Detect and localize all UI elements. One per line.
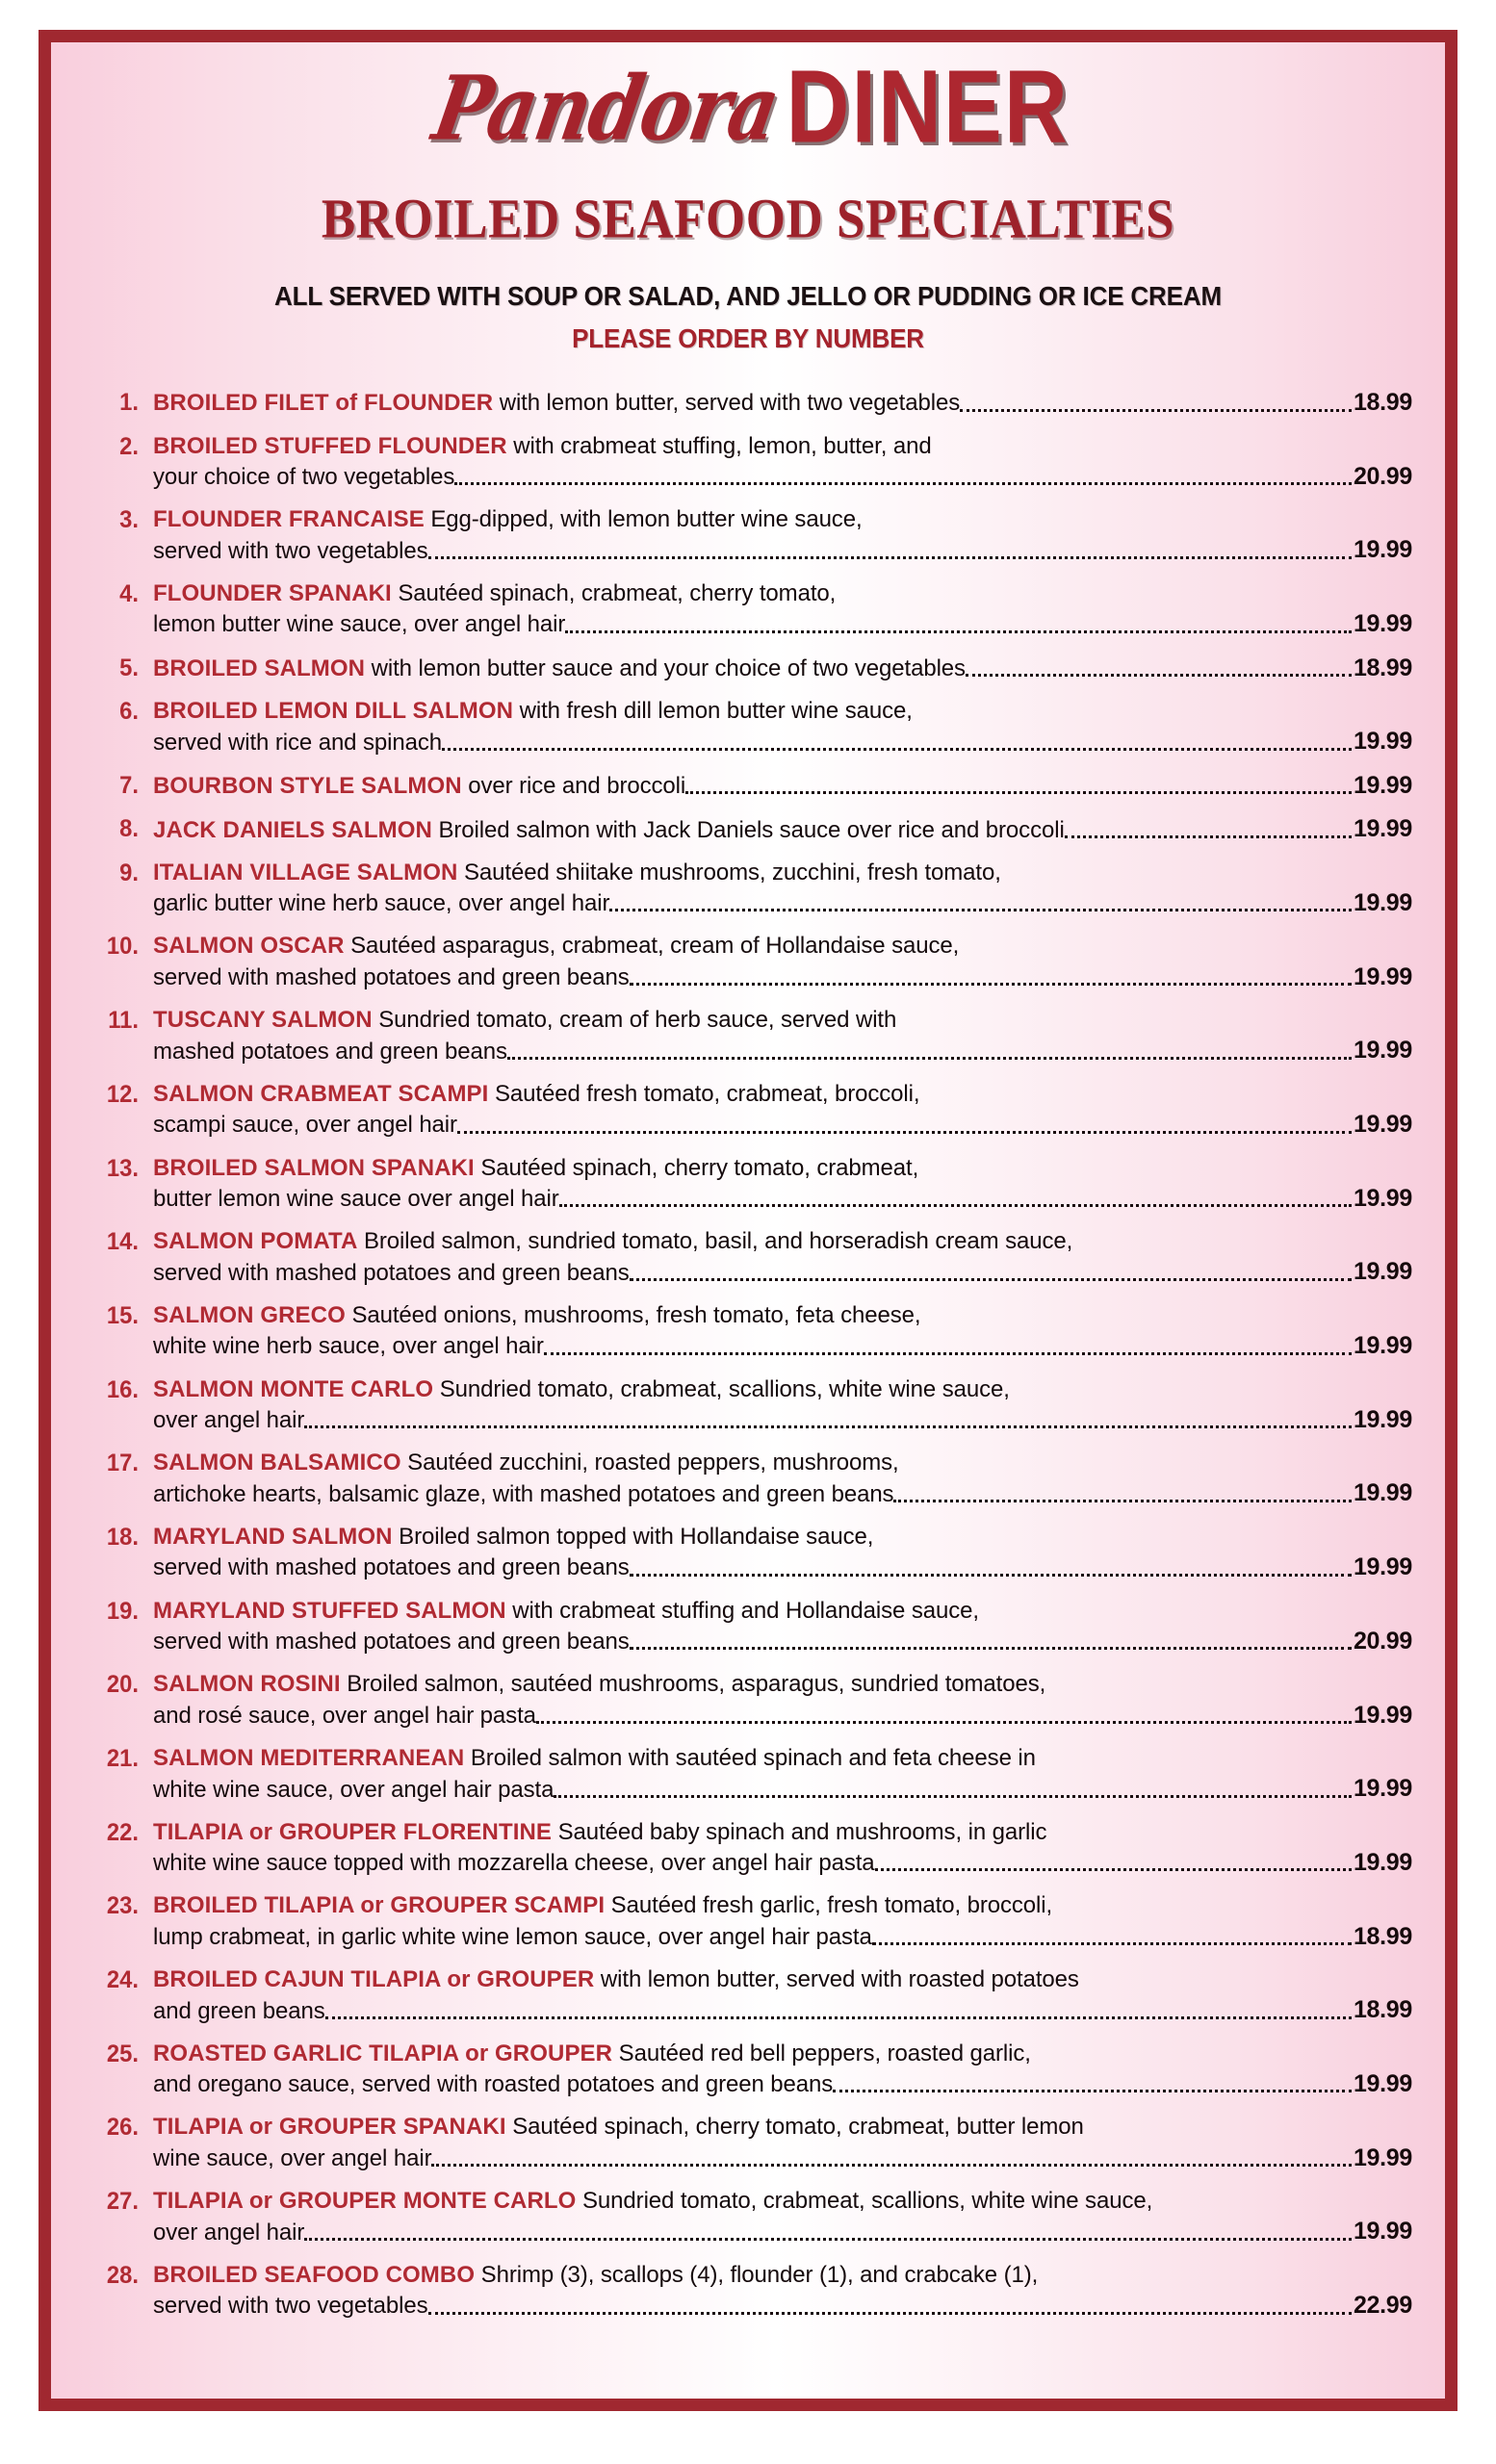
menu-item-body (153, 813, 1412, 845)
menu-item-line (153, 1256, 1412, 1288)
menu-item-name: TILAPIA or GROUPER MONTE CARLO (153, 2188, 577, 2215)
menu-item-line (153, 1477, 1412, 1509)
menu-item-desc: and oregano sauce, served with roasted potatoes and green beans (153, 2071, 834, 2098)
menu-item-line (153, 2186, 1412, 2216)
menu-item-desc: white wine herb sauce, over angel hair (153, 1333, 544, 1360)
menu-item-line (153, 931, 1412, 961)
menu-item-desc: served with mashed potatoes and green beans (153, 1629, 630, 1656)
menu-item-title-and-desc: BROILED FILET of FLOUNDER with lemon butter, served with two vegetables (153, 390, 961, 417)
menu-item-title-and-desc: BROILED TILAPIA or GROUPER SCAMPI Sautéed fresh garlic, fresh tomato, broccoli, (153, 1892, 1053, 1919)
menu-item-price: 18.99 (1353, 1996, 1412, 2024)
menu-item-line (153, 726, 1412, 757)
menu-item-body (153, 1743, 1412, 1805)
menu-item-number: 26. (106, 2114, 139, 2142)
menu-item-number: 16. (106, 1375, 139, 1403)
menu-item-line (153, 1153, 1412, 1183)
menu-item-body (153, 1153, 1412, 1215)
menu-item-price: 18.99 (1353, 389, 1412, 416)
menu-item-name: BROILED SALMON (153, 654, 366, 681)
menu-item-name: SALMON GRECO (153, 1301, 346, 1328)
menu-item-desc: lump crabmeat, in garlic white wine lemon sauce, over angel hair pasta (153, 1923, 872, 1950)
menu-item-title-and-desc: ITALIAN VILLAGE SALMON Sautéed shiitake mushrooms, zucchini, fresh tomato, (153, 859, 1001, 886)
menu-item-line (153, 1035, 1412, 1066)
dot-leader (428, 543, 1352, 566)
menu-item-name: MARYLAND STUFFED SALMON (153, 1597, 506, 1624)
menu-item-title-and-desc: BROILED STUFFED FLOUNDER with crabmeat stuffing, lemon, butter, and (153, 432, 932, 459)
menu-item-desc: served with rice and spinach (153, 729, 443, 756)
menu-item-price: 19.99 (1353, 2143, 1412, 2171)
menu-item-title-and-desc: BROILED LEMON DILL SALMON with fresh dill lemon butter wine sauce, (153, 698, 913, 725)
menu-item-price: 18.99 (1353, 654, 1412, 681)
menu-item-price: 18.99 (1353, 1922, 1412, 1950)
menu-item (86, 1226, 1412, 1288)
menu-item-line (153, 1596, 1412, 1626)
menu-item-name: FLOUNDER SPANAKI (153, 579, 392, 606)
menu-item-line (153, 2216, 1412, 2247)
menu-item-line (153, 2039, 1412, 2068)
menu-item (86, 431, 1412, 493)
menu-item-body (153, 1226, 1412, 1288)
menu-item-line (153, 1700, 1412, 1732)
dot-leader (872, 1929, 1352, 1952)
menu-item-name: BROILED SEAFOOD COMBO (153, 2261, 476, 2288)
dot-leader (960, 396, 1352, 419)
menu-item-title-and-desc: MARYLAND STUFFED SALMON with crabmeat stuffing and Hollandaise sauce, (153, 1597, 979, 1624)
menu-item (86, 813, 1412, 845)
menu-item-number: 19. (106, 1597, 139, 1625)
menu-item-name: SALMON BALSAMICO (153, 1450, 401, 1476)
menu-item-line (153, 1226, 1412, 1256)
menu-item-body (153, 1596, 1412, 1657)
menu-item-line (153, 1522, 1412, 1552)
menu-item-body (153, 2260, 1412, 2322)
menu-item-number: 23. (106, 1892, 139, 1920)
menu-item-title-and-desc: TILAPIA or GROUPER FLORENTINE Sautéed baby spinach and mushrooms, in garlic (153, 1818, 1047, 1845)
menu-item-line (153, 1404, 1412, 1436)
menu-item-price: 19.99 (1353, 1775, 1412, 1803)
dot-leader (630, 1265, 1352, 1288)
menu-item-number: 3. (119, 506, 139, 534)
dot-leader (966, 660, 1352, 683)
menu-item (86, 1890, 1412, 1952)
dot-leader (559, 1191, 1352, 1214)
menu-item (86, 504, 1412, 566)
menu-item-desc: mashed potatoes and green beans (153, 1038, 507, 1065)
menu-item (86, 1079, 1412, 1141)
menu-item-price: 19.99 (1353, 1479, 1412, 1507)
dot-leader (685, 778, 1352, 801)
menu-item-price: 19.99 (1353, 1701, 1412, 1729)
menu-item-body (153, 653, 1412, 684)
menu-item-line (153, 1079, 1412, 1109)
menu-item-body (153, 1448, 1412, 1509)
menu-item-line (153, 578, 1412, 608)
menu-item-name: BROILED CAJUN TILAPIA or GROUPER (153, 1966, 595, 1993)
menu-item-body (153, 1522, 1412, 1583)
menu-item-title-and-desc: MARYLAND SALMON Broiled salmon topped with Hollandaise sauce, (153, 1523, 874, 1550)
menu-item-line (153, 1847, 1412, 1879)
dot-leader (431, 2150, 1351, 2173)
menu-item (86, 387, 1412, 419)
menu-item-name: BROILED TILAPIA or GROUPER SCAMPI (153, 1892, 606, 1919)
menu-item-desc: and green beans (153, 1997, 325, 2024)
menu-item-line (153, 1109, 1412, 1141)
menu-item (86, 1522, 1412, 1583)
menu-item-number: 28. (106, 2261, 139, 2289)
dot-leader (325, 2003, 1352, 2026)
section-title: BROILED SEAFOOD SPECIALTIES (321, 189, 1175, 250)
menu-item-title-and-desc: SALMON CRABMEAT SCAMPI Sautéed fresh tomato, crabmeat, broccoli, (153, 1080, 920, 1107)
menu-item-line (153, 2260, 1412, 2290)
menu-item (86, 1300, 1412, 1362)
menu-item-name: BOURBON STYLE SALMON (153, 773, 462, 800)
menu-item-title-and-desc: TILAPIA or GROUPER MONTE CARLO Sundried tomato, crabmeat, scallions, white wine sauce, (153, 2188, 1153, 2215)
menu-item-line (153, 2068, 1412, 2100)
menu-item-body (153, 2039, 1412, 2100)
menu-item-list (68, 387, 1428, 2322)
menu-item-desc: served with mashed potatoes and green beans (153, 963, 630, 990)
menu-item-name: ITALIAN VILLAGE SALMON (153, 859, 458, 886)
menu-item-price: 19.99 (1353, 1037, 1412, 1065)
dot-leader (565, 617, 1352, 640)
menu-item-number: 5. (119, 654, 139, 681)
menu-item-price: 19.99 (1353, 962, 1412, 990)
menu-item-price: 19.99 (1353, 1553, 1412, 1581)
menu-item-number: 9. (119, 859, 139, 886)
menu-item-number: 14. (106, 1228, 139, 1256)
menu-item-body (153, 1890, 1412, 1952)
menu-item-line (153, 1005, 1412, 1035)
dot-leader (609, 895, 1352, 918)
menu-item-body (153, 504, 1412, 566)
masthead (68, 42, 1428, 354)
menu-item-number: 11. (108, 1007, 139, 1035)
menu-item-body (153, 931, 1412, 992)
menu-item (86, 2260, 1412, 2322)
menu-item-line (153, 653, 1412, 684)
menu-item-desc: white wine sauce, over angel hair pasta (153, 1776, 555, 1803)
dot-leader (304, 1412, 1352, 1435)
menu-item-name: TILAPIA or GROUPER FLORENTINE (153, 1818, 553, 1845)
menu-item-number: 1. (119, 389, 139, 416)
menu-item-title-and-desc: FLOUNDER SPANAKI Sautéed spinach, crabmeat, cherry tomato, (153, 579, 837, 606)
menu-item-body (153, 2186, 1412, 2247)
menu-item (86, 931, 1412, 992)
menu-item (86, 696, 1412, 757)
dot-leader (833, 2076, 1352, 2099)
menu-item-line (153, 504, 1412, 534)
menu-item-line (153, 1183, 1412, 1215)
menu-item-number: 24. (106, 1966, 139, 1994)
menu-item-price: 19.99 (1353, 610, 1412, 638)
menu-item-desc: scampi sauce, over angel hair (153, 1112, 457, 1139)
menu-item-price: 19.99 (1353, 728, 1412, 756)
menu-item-line (153, 1817, 1412, 1847)
menu-item-desc: and rosé sauce, over angel hair pasta (153, 1702, 536, 1729)
menu-item-title-and-desc: BROILED SALMON SPANAKI Sautéed spinach, cherry tomato, crabmeat, (153, 1154, 919, 1181)
menu-item (86, 2112, 1412, 2173)
dot-leader (428, 2298, 1352, 2322)
menu-item-name: BROILED STUFFED FLOUNDER (153, 432, 507, 459)
menu-item-name: TUSCANY SALMON (153, 1007, 373, 1034)
menu-item-number: 18. (106, 1523, 139, 1551)
menu-item-price: 19.99 (1353, 1184, 1412, 1212)
menu-item-name: SALMON ROSINI (153, 1671, 341, 1698)
menu-item-line (153, 534, 1412, 566)
menu-item-number: 12. (106, 1080, 139, 1108)
menu-item-line (153, 1626, 1412, 1657)
menu-item-price: 19.99 (1353, 1111, 1412, 1138)
menu-item-title-and-desc: SALMON ROSINI Broiled salmon, sautéed mushrooms, asparagus, sundried tomatoes, (153, 1671, 1046, 1698)
menu-item-line (153, 2290, 1412, 2322)
menu-item-price: 19.99 (1353, 771, 1412, 799)
menu-item-name: JACK DANIELS SALMON (153, 816, 432, 843)
menu-item-number: 4. (119, 579, 139, 607)
restaurant-logo (68, 49, 1428, 171)
menu-item-title-and-desc: SALMON MONTE CARLO Sundried tomato, crabmeat, scallions, white wine sauce, (153, 1375, 1010, 1402)
menu-item-body (153, 1669, 1412, 1731)
menu-item (86, 653, 1412, 684)
menu-item-desc: lemon butter wine sauce, over angel hair (153, 611, 566, 638)
menu-item-desc: white wine sauce topped with mozzarella cheese, over angel hair pasta (153, 1850, 875, 1877)
menu-item-desc: served with mashed potatoes and green beans (153, 1259, 630, 1286)
menu-item-desc: your choice of two vegetables (153, 464, 455, 490)
menu-item-line (153, 1743, 1412, 1773)
menu-item-body (153, 858, 1412, 919)
menu-item-desc: garlic butter wine herb sauce, over angel hair (153, 890, 610, 917)
menu-item-price: 19.99 (1353, 1848, 1412, 1876)
dot-leader (454, 469, 1352, 492)
menu-item-line (153, 696, 1412, 726)
menu-item (86, 1448, 1412, 1509)
menu-item-desc: over angel hair (153, 1407, 305, 1434)
menu-item-line (153, 461, 1412, 493)
menu-item-body (153, 1079, 1412, 1141)
menu-item (86, 2186, 1412, 2247)
dot-leader (457, 1117, 1352, 1141)
menu-item-name: ROASTED GARLIC TILAPIA or GROUPER (153, 2040, 613, 2066)
menu-item-title-and-desc: FLOUNDER FRANCAISE Egg-dipped, with lemon butter wine sauce, (153, 506, 863, 533)
dot-leader (630, 969, 1352, 992)
menu-page (39, 30, 1457, 2411)
menu-item-number: 25. (106, 2040, 139, 2067)
menu-item-price: 22.99 (1353, 2292, 1412, 2319)
menu-item-title-and-desc: SALMON BALSAMICO Sautéed zucchini, roasted peppers, mushrooms, (153, 1450, 899, 1476)
menu-item-body (153, 1005, 1412, 1066)
menu-item-price: 20.99 (1353, 1627, 1412, 1655)
menu-item-line (153, 962, 1412, 993)
menu-item-line (153, 387, 1412, 419)
menu-item-desc: wine sauce, over angel hair (153, 2144, 432, 2171)
logo-block-word: DINER (786, 49, 1070, 165)
menu-item-line (153, 608, 1412, 640)
menu-item-price: 19.99 (1353, 536, 1412, 564)
menu-item-desc: butter lemon wine sauce over angel hair (153, 1186, 559, 1212)
menu-item-number: 20. (106, 1671, 139, 1699)
logo-script-word: Pandora (426, 57, 787, 162)
menu-item-price: 19.99 (1353, 815, 1412, 843)
menu-item-name: BROILED SALMON SPANAKI (153, 1154, 475, 1181)
menu-item-number: 7. (119, 771, 139, 799)
menu-item-title-and-desc: SALMON GRECO Sautéed onions, mushrooms, fresh tomato, feta cheese, (153, 1301, 921, 1328)
menu-item-line (153, 2112, 1412, 2142)
menu-item-line (153, 2143, 1412, 2174)
menu-item-line (153, 813, 1412, 845)
menu-item-line (153, 1921, 1412, 1953)
menu-item-body (153, 578, 1412, 640)
menu-item-name: SALMON POMATA (153, 1228, 358, 1255)
dot-leader (630, 1633, 1352, 1656)
dot-leader (304, 2224, 1352, 2247)
dot-leader (536, 1707, 1352, 1731)
menu-item-name: BROILED LEMON DILL SALMON (153, 698, 514, 725)
menu-item (86, 770, 1412, 802)
menu-item-title-and-desc: JACK DANIELS SALMON Broiled salmon with Jack Daniels sauce over rice and broccoli (153, 816, 1065, 843)
menu-item-number: 27. (106, 2188, 139, 2216)
menu-item-line (153, 1448, 1412, 1477)
menu-item (86, 2039, 1412, 2100)
menu-item-desc: over angel hair (153, 2219, 305, 2246)
menu-item (86, 1596, 1412, 1657)
menu-item-number: 10. (106, 933, 139, 961)
menu-item-number: 2. (119, 432, 139, 460)
menu-item-price: 19.99 (1353, 888, 1412, 916)
menu-item (86, 578, 1412, 640)
menu-item-line (153, 858, 1412, 887)
menu-item-title-and-desc: BROILED SEAFOOD COMBO Shrimp (3), scallops (4), flounder (1), and crabcake (1), (153, 2261, 1039, 2288)
menu-item-title-and-desc: SALMON OSCAR Sautéed asparagus, crabmeat, cream of Hollandaise sauce, (153, 933, 960, 960)
dot-leader (893, 1486, 1351, 1509)
menu-item-line (153, 1669, 1412, 1699)
menu-item-line (153, 1300, 1412, 1330)
menu-item-price: 19.99 (1353, 2218, 1412, 2246)
menu-item-name: FLOUNDER FRANCAISE (153, 506, 425, 533)
dot-leader (442, 734, 1352, 757)
menu-item-name: TILAPIA or GROUPER SPANAKI (153, 2114, 506, 2141)
menu-item-price: 19.99 (1353, 1258, 1412, 1286)
menu-item-title-and-desc: BROILED SALMON with lemon butter sauce and your choice of two vegetables (153, 654, 966, 681)
menu-item-line (153, 1964, 1412, 1994)
menu-item-body (153, 1300, 1412, 1362)
menu-item (86, 1743, 1412, 1805)
menu-item-number: 6. (119, 698, 139, 726)
menu-item-name: MARYLAND SALMON (153, 1523, 393, 1550)
menu-item-desc: served with two vegetables (153, 2293, 428, 2320)
menu-item-price: 19.99 (1353, 1405, 1412, 1433)
menu-item-title-and-desc: ROASTED GARLIC TILAPIA or GROUPER Sautéed red bell peppers, roasted garlic, (153, 2040, 1031, 2066)
menu-item-title-and-desc: BOURBON STYLE SALMON over rice and broccoli (153, 773, 686, 800)
menu-item-line (153, 1374, 1412, 1404)
menu-item (86, 1964, 1412, 2026)
menu-item-body (153, 431, 1412, 493)
menu-item (86, 1153, 1412, 1215)
menu-item-number: 13. (106, 1154, 139, 1182)
menu-item-line (153, 887, 1412, 919)
menu-item-line (153, 1330, 1412, 1362)
menu-item-body (153, 1374, 1412, 1436)
menu-item-name: SALMON MONTE CARLO (153, 1375, 434, 1402)
menu-item-line (153, 431, 1412, 461)
menu-item-title-and-desc: SALMON MEDITERRANEAN Broiled salmon with sautéed spinach and feta cheese in (153, 1745, 1036, 1771)
served-with-note: ALL SERVED WITH SOUP OR SALAD, AND JELLO OR PUDDING OR ICE CREAM (274, 281, 1222, 311)
menu-item (86, 858, 1412, 919)
menu-item-title-and-desc: SALMON POMATA Broiled salmon, sundried tomato, basil, and horseradish cream sauce, (153, 1228, 1073, 1255)
menu-item-desc: served with mashed potatoes and green beans (153, 1554, 630, 1581)
menu-item (86, 1005, 1412, 1066)
menu-item-line (153, 770, 1412, 802)
dot-leader (507, 1043, 1352, 1066)
order-by-number-note: PLEASE ORDER BY NUMBER (572, 323, 924, 353)
menu-item-body (153, 1964, 1412, 2026)
menu-item-price: 19.99 (1353, 1332, 1412, 1360)
menu-item-number: 22. (106, 1818, 139, 1846)
dot-leader (544, 1339, 1352, 1362)
menu-item-name: BROILED FILET of FLOUNDER (153, 390, 494, 417)
menu-item-number: 17. (106, 1450, 139, 1477)
menu-item (86, 1374, 1412, 1436)
dot-leader (1065, 822, 1352, 845)
dot-leader (630, 1560, 1352, 1583)
menu-item (86, 1817, 1412, 1879)
menu-item-number: 21. (106, 1745, 139, 1772)
menu-item-name: SALMON OSCAR (153, 933, 345, 960)
dot-leader (554, 1782, 1352, 1805)
menu-item-body (153, 770, 1412, 802)
menu-item-line (153, 1773, 1412, 1805)
menu-item-body (153, 387, 1412, 419)
menu-item-line (153, 1994, 1412, 2026)
menu-item-price: 20.99 (1353, 462, 1412, 490)
menu-item-body (153, 696, 1412, 757)
menu-item-name: SALMON MEDITERRANEAN (153, 1745, 465, 1771)
menu-item-line (153, 1890, 1412, 1920)
menu-item-desc: artichoke hearts, balsamic glaze, with mashed potatoes and green beans (153, 1480, 894, 1507)
menu-item-line (153, 1552, 1412, 1583)
menu-item-number: 15. (106, 1301, 139, 1329)
menu-item-body (153, 2112, 1412, 2173)
menu-item-title-and-desc: TILAPIA or GROUPER SPANAKI Sautéed spinach, cherry tomato, crabmeat, butter lemon (153, 2114, 1084, 2141)
menu-item-price: 19.99 (1353, 2069, 1412, 2097)
menu-item (86, 1669, 1412, 1731)
menu-item-title-and-desc: BROILED CAJUN TILAPIA or GROUPER with lemon butter, served with roasted potatoes (153, 1966, 1079, 1993)
menu-item-name: SALMON CRABMEAT SCAMPI (153, 1080, 489, 1107)
menu-item-title-and-desc: TUSCANY SALMON Sundried tomato, cream of herb sauce, served with (153, 1007, 897, 1034)
dot-leader (875, 1855, 1352, 1878)
menu-item-body (153, 1817, 1412, 1879)
menu-item-number: 8. (119, 815, 139, 843)
menu-item-desc: served with two vegetables (153, 537, 428, 564)
